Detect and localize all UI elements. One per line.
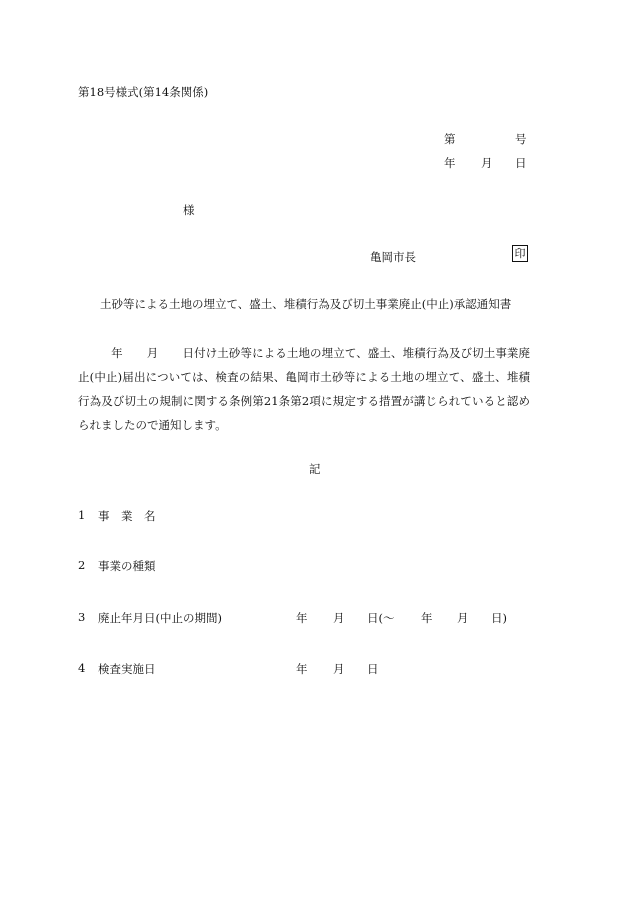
body-date-year: 年 — [111, 346, 123, 360]
abolition-from-day: 日(～ — [367, 611, 395, 625]
inspection-year: 年 — [296, 662, 308, 676]
issue-date-day: 日 — [515, 156, 527, 170]
issue-date-year: 年 — [444, 156, 456, 170]
item-number: 3 — [78, 610, 86, 624]
issue-date-month: 月 — [481, 156, 493, 170]
document-number-suffix: 号 — [515, 132, 527, 146]
addressee-suffix: 様 — [183, 203, 195, 217]
abolition-to-day: 日) — [491, 611, 507, 625]
item-label-business-type: 事業の種類 — [98, 559, 156, 573]
item-row — [0, 610, 630, 626]
body-paragraph — [78, 341, 530, 437]
abolition-to-year: 年 — [421, 611, 433, 625]
inspection-month: 月 — [333, 662, 345, 676]
item-number: 2 — [78, 558, 86, 572]
body-date-month: 月 — [146, 346, 159, 360]
item-number: 1 — [78, 508, 86, 522]
item-row — [0, 661, 630, 677]
form-number: 第18号様式(第14条関係) — [78, 85, 209, 99]
seal-mark: 印 — [512, 245, 528, 262]
issuer-name: 亀岡市長 — [370, 250, 416, 264]
inspection-day: 日 — [367, 662, 379, 676]
ki-heading: 記 — [309, 462, 321, 476]
document-title: 土砂等による土地の埋立て、盛土、堆積行為及び切土事業廃止(中止)承認通知書 — [100, 297, 512, 311]
item-row — [0, 508, 630, 524]
item-label-abolition-date: 廃止年月日(中止の期間) — [98, 611, 222, 625]
abolition-from-month: 月 — [333, 611, 345, 625]
document-number-label: 第 — [444, 132, 456, 146]
item-number: 4 — [78, 661, 86, 675]
item-row — [0, 558, 630, 574]
body-text: 日付け土砂等による土地の埋立て、盛土、堆積行為及び切土事業廃止(中止)届出については、検査の結果、亀岡市土砂等による土地の埋立て、盛土、堆積行為及び切土の規制に関する条例第21条第2項に規定する措置が講じられていると認められましたので通知します。 — [78, 346, 531, 432]
abolition-to-month: 月 — [457, 611, 469, 625]
item-label-business-name: 事 業 名 — [98, 509, 156, 523]
item-label-inspection-date: 検査実施日 — [98, 662, 156, 676]
abolition-from-year: 年 — [296, 611, 308, 625]
